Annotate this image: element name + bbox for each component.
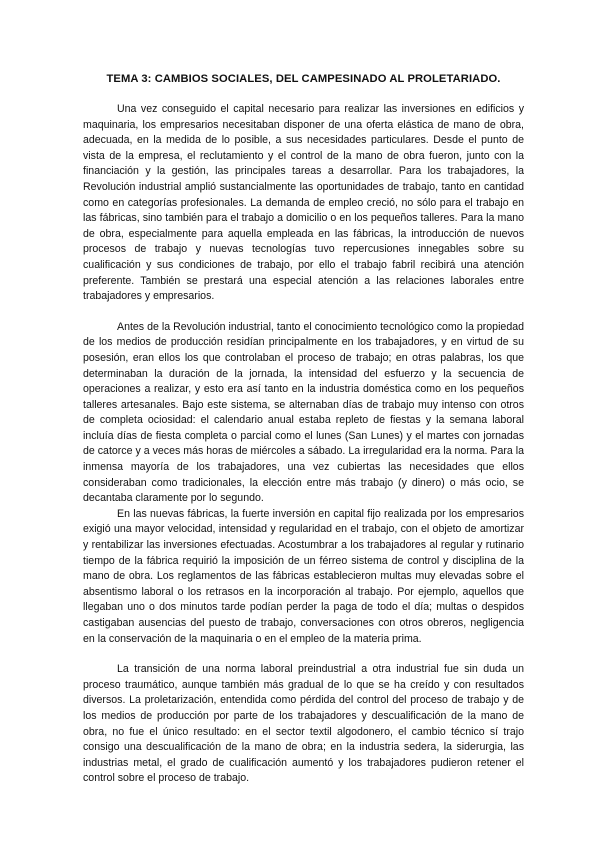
paragraph-3: En las nuevas fábricas, la fuerte inversión en capital fijo realizada por los empresarios exigió una mayor velocidad, intensidad y regularidad en el trabajo, con el objeto de amortizar y rentabilizar las inversiones efectuadas. Acostumbrar a los trabajadores al regular y rutinario tiempo de la fábrica requirió la imposición de un férreo sistema de control y disciplina de la mano de obra. Los reglamentos de las fábricas establecieron multas muy elevadas sobre el absentismo laboral o los retrasos en la incorporación al trabajo. Por ejemplo, aquellos que llegaban uno o dos minutos tarde podían perder la paga de todo el día; multas o despidos castigaban ausencias del puesto de trabajo, conversaciones con otros obreros, negligencia en la conservación de la maquinaria o en el empleo de la materia prima. xyxy=(83,507,524,645)
paragraph-2: Antes de la Revolución industrial, tanto el conocimiento tecnológico como la propiedad de los medios de producción residían principalmente en los trabajadores, y en virtud de su posesión, eran ellos los que controlaban el proceso de trabajo; en otras palabras, los que determinaban la duración de la jornada, la intensidad del esfuerzo y la secuencia de operaciones a realizar, y esto era así tanto en la industria doméstica como en los pequeños talleres artesanales. Bajo este sistema, se alternaban días de trabajo muy intenso con otros de completa ociosidad: el calendario anual estaba repleto de fiestas y la semana laboral incluía días de fiesta completa o parcial como el lunes (San Lunes) y el martes con jornadas de catorce y a veces más horas de miércoles a sábado. La irregularidad era la norma. Para la inmensa mayoría de los trabajadores, una vez cubiertas las necesidades que ellos consideraban como tradicionales, la elección entre más trabajo (y dinero) o más ocio, se decantaba claramente por lo segundo. xyxy=(83,320,524,505)
paragraph-4: La transición de una norma laboral preindustrial a otra industrial fue sin duda un proceso traumático, aunque también más gradual de lo que se ha creído y con resultados diversos. La proletarización, entendida como pérdida del control del proceso de trabajo y de los medios de producción por parte de los trabajadores y descualificación de la mano de obra, no fue el único resultado: en el sector textil algodonero, el cambio técnico sí trajo consigo una descualificación de la mano de obra; en la industria sedera, la siderurgia, las industrias metal, el grado de cualificación aumentó y los trabajadores pudieron retener el control sobre el proceso de trabajo. xyxy=(83,663,524,785)
document-title: TEMA 3: CAMBIOS SOCIALES, DEL CAMPESINADO AL PROLETARIADO. xyxy=(106,73,501,85)
paragraph-1: Una vez conseguido el capital necesario para realizar las inversiones en edificios y maquinaria, los empresarios necesitaban disponer de una oferta elástica de mano de obra, adecuada, en la medida de lo posible, a sus necesidades particulares. Desde el punto de vista de la empresa, el reclutamiento y el control de la mano de obra fueron, junto con la financiación y la gestión, las principales tareas a desarrollar. Para los trabajadores, la Revolución industrial amplió sustancialmente las oportunidades de trabajo, tanto en cantidad como en categorías profesionales. La demanda de empleo creció, no sólo para el trabajo en las fábricas, sino también para el trabajo a domicilio o en los pequeños talleres. Para la mano de obra, especialmente para aquella empleada en las fábricas, la introducción de nuevos procesos de trabajo y nuevas tecnologías tuvo repercusiones innegables sobre su cualificación y sus condiciones de trabajo, por ello el trabajo fabril recibirá una atención preferente. También se prestará una especial atención a las relaciones laborales entre trabajadores y empresarios. xyxy=(83,103,524,303)
